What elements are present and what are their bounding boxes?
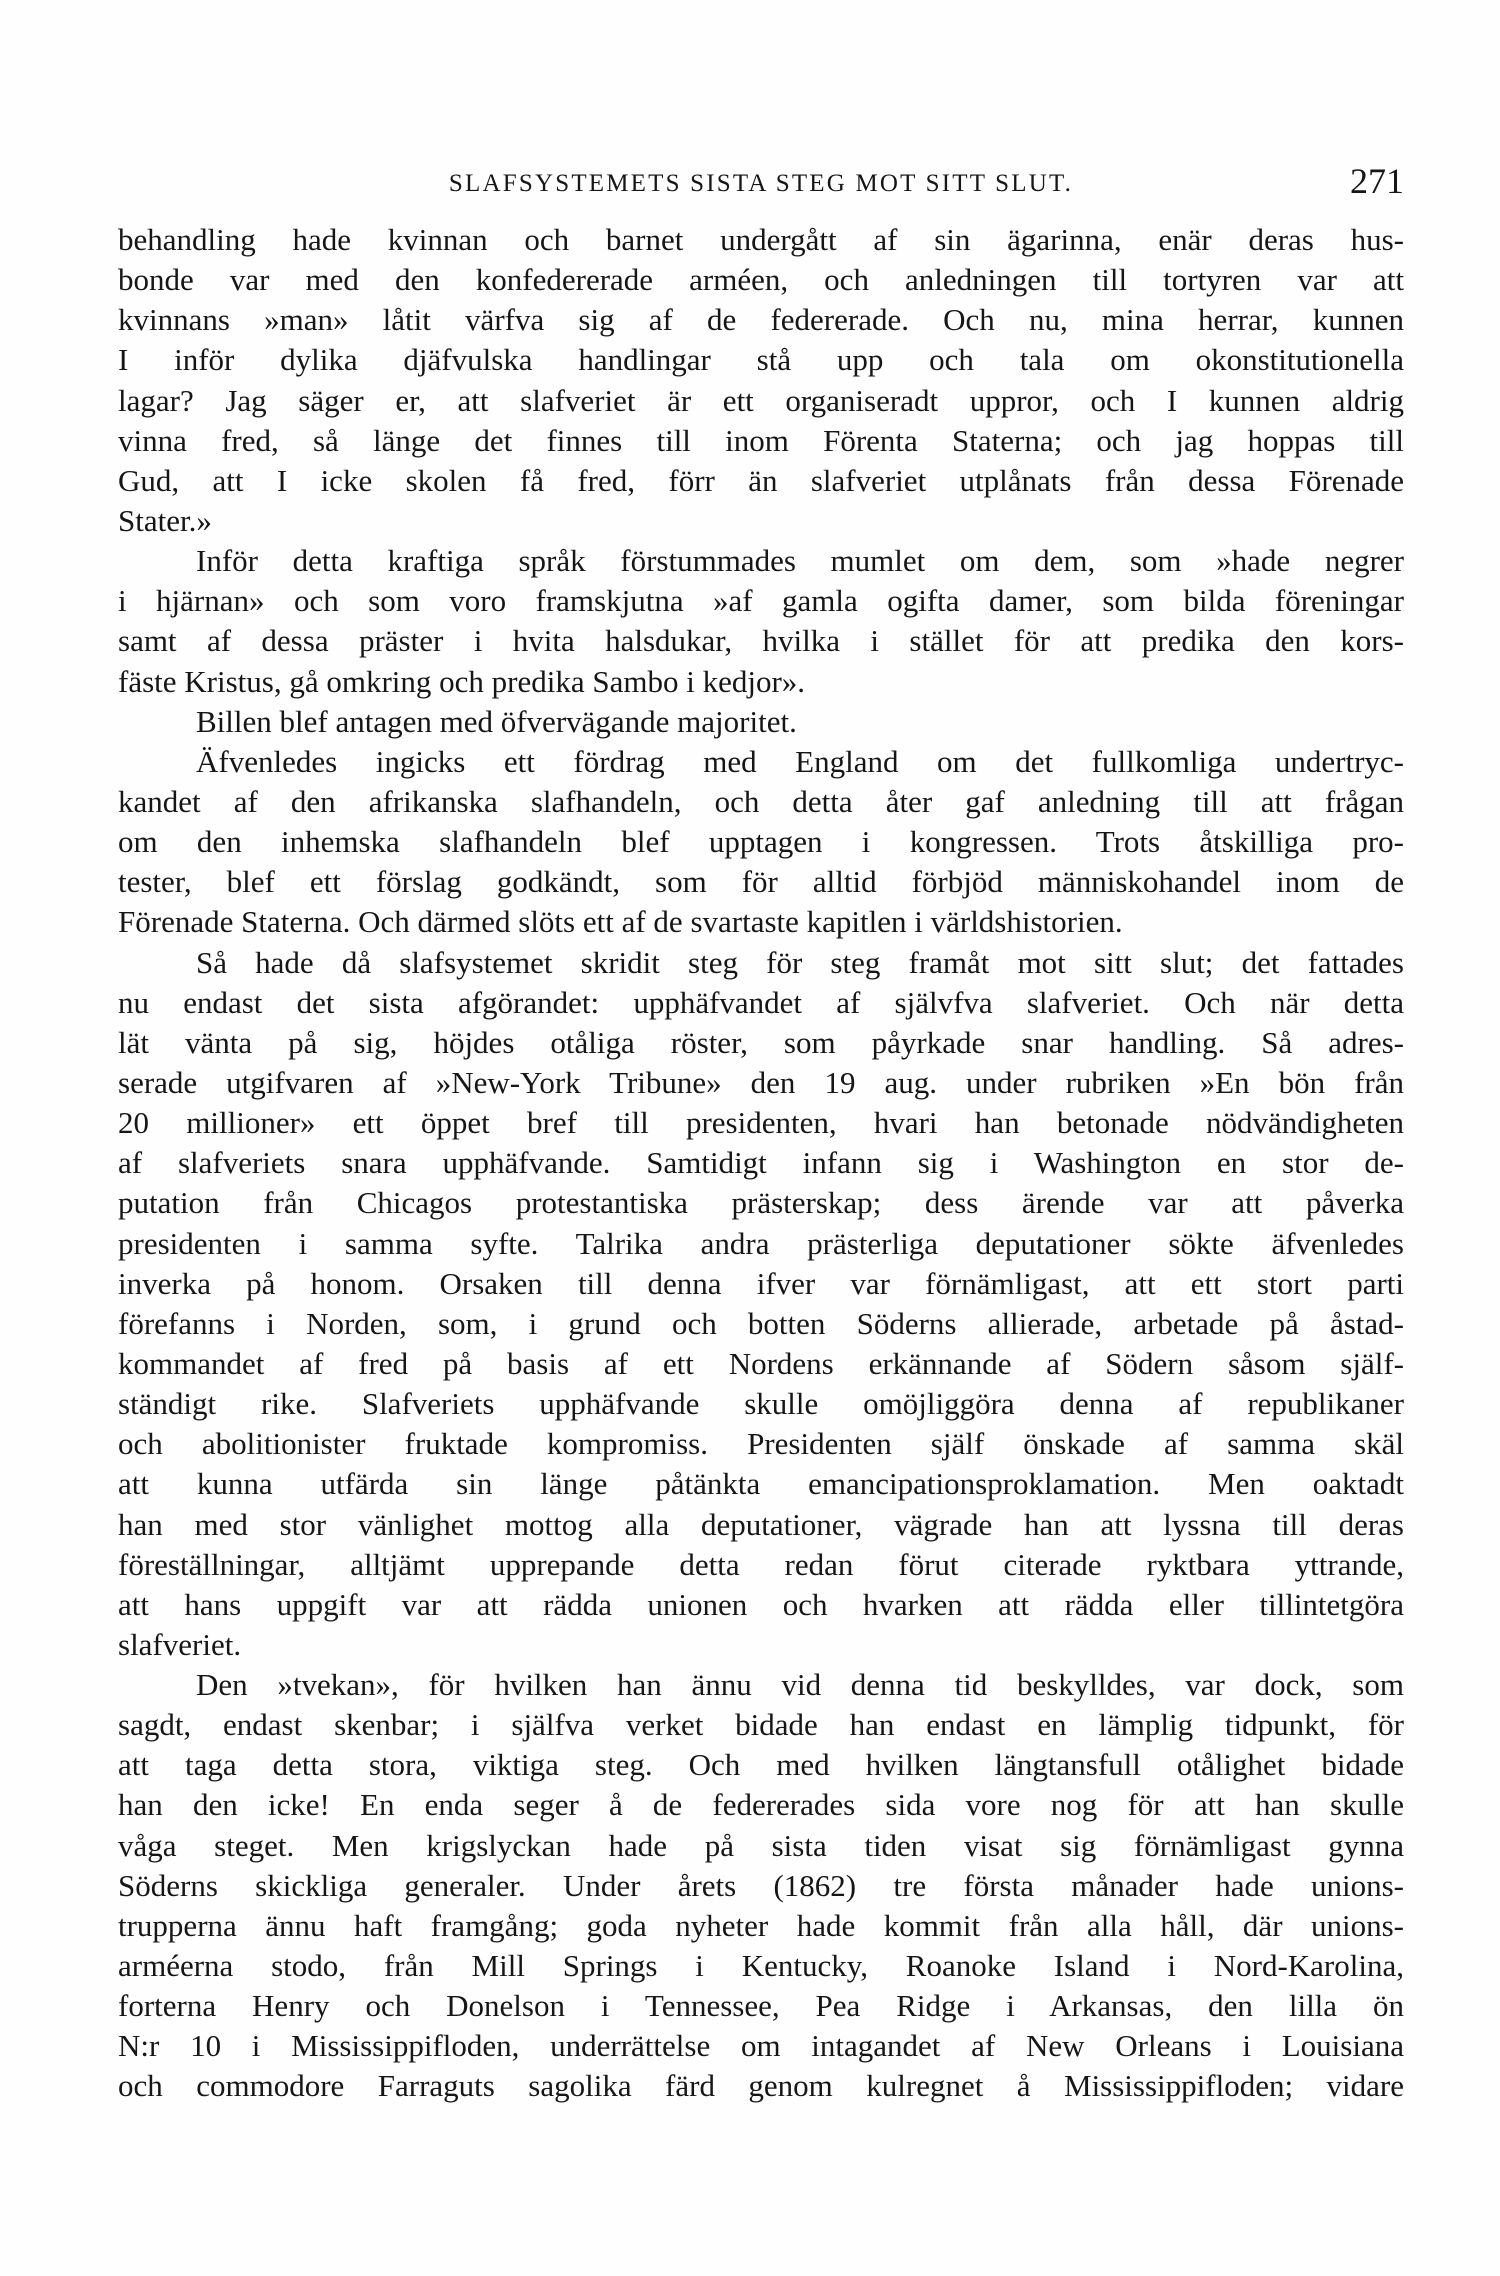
running-title: SLAFSYSTEMETS SISTA STEG MOT SITT SLUT. [448, 170, 1074, 197]
text-line: behandling hade kvinnan och barnet undergått af sin ägarinna, enär deras hus- [118, 222, 1404, 257]
text-line: kandet af den afrikanska slafhandeln, och detta åter gaf anledning till att frågan [118, 783, 1404, 819]
text-line: Inför detta kraftiga språk förstummades mumlet om dem, som »hade negrer [196, 543, 1404, 579]
text-line: bonde var med den konfedererade arméen, och anledningen till tortyren var att [118, 262, 1404, 298]
text-line: Den »tvekan», för hvilken han ännu vid denna tid beskylldes, var dock, som [196, 1667, 1404, 1703]
text-line: kommandet af fred på basis af ett Nordens erkännande af Södern såsom själf- [118, 1345, 1404, 1381]
text-line: tester, blef ett förslag godkändt, som för alltid förbjöd människohandel inom de [118, 864, 1404, 900]
text-line: att hans uppgift var att rädda unionen och hvarken att rädda eller tillintetgöra [118, 1586, 1404, 1622]
text-line: slafveriet. [118, 1626, 242, 1662]
text-line: att taga detta stora, viktiga steg. Och med hvilken längtansfull otålighet bidade [118, 1747, 1404, 1783]
body-text [118, 220, 1404, 2107]
text-line: N:r 10 i Mississippifloden, underrättelse om intagandet af New Orleans i Louisiana [118, 2028, 1404, 2064]
text-line: ständigt rike. Slafveriets upphäfvande skulle omöjliggöra denna af republikaner [118, 1386, 1404, 1422]
text-line: fäste Kristus, gå omkring och predika Sambo i kedjor». [118, 663, 806, 699]
text-line: Förenade Staterna. Och därmed slöts ett af de svartaste kapitlen i världshistorien. [118, 904, 1123, 940]
text-line: Äfvenledes ingicks ett fördrag med England om det fullkomliga undertryc- [196, 743, 1404, 779]
text-line: sagdt, endast skenbar; i själfva verket bidade han endast en lämplig tidpunkt, för [118, 1707, 1404, 1743]
text-line: nu endast det sista afgörandet: upphäfvandet af självfva slafveriet. Och när detta [118, 984, 1404, 1020]
text-line: af slafveriets snara upphäfvande. Samtidigt infann sig i Washington en stor de- [118, 1145, 1404, 1181]
text-line: våga steget. Men krigslyckan hade på sista tiden visat sig förnämligast gynna [118, 1827, 1404, 1863]
page-number: 271 [1350, 161, 1404, 201]
text-line: samt af dessa präster i hvita halsdukar, hvilka i stället för att predika den kors- [118, 623, 1404, 659]
text-line: Billen blef antagen med öfvervägande majoritet. [196, 703, 797, 739]
text-line: att kunna utfärda sin länge påtänkta emancipationsproklamation. Men oaktadt [118, 1466, 1404, 1502]
text-line: Så hade då slafsystemet skridit steg för steg framåt mot sitt slut; det fattades [196, 944, 1404, 980]
text-line: kvinnans »man» låtit värfva sig af de federerade. Och nu, mina herrar, kunnen [118, 302, 1404, 338]
text-line: lagar? Jag säger er, att slafveriet är ett organiseradt uppror, och I kunnen aldrig [118, 382, 1404, 418]
page-header [118, 160, 1404, 210]
text-line: I inför dylika djäfvulska handlingar stå upp och tala om okonstitutionella [118, 342, 1404, 378]
text-line: i hjärnan» och som voro framskjutna »af gamla ogifta damer, som bilda föreningar [118, 583, 1404, 619]
text-line: serade utgifvaren af »New-York Tribune» den 19 aug. under rubriken »En bön från [118, 1064, 1404, 1100]
text-line: Söderns skickliga generaler. Under årets (1862) tre första månader hade unions- [118, 1867, 1404, 1903]
text-line: lät vänta på sig, höjdes otåliga röster, som påyrkade snar handling. Så adres- [118, 1024, 1404, 1060]
text-line: och abolitionister fruktade kompromiss. Presidenten själf önskade af samma skäl [118, 1426, 1404, 1462]
text-line: om den inhemska slafhandeln blef upptagen i kongressen. Trots åtskilliga pro- [118, 824, 1404, 860]
text-line: han med stor vänlighet mottog alla deputationer, vägrade han att lyssna till deras [118, 1506, 1404, 1542]
text-line: forterna Henry och Donelson i Tennessee, Pea Ridge i Arkansas, den lilla ön [118, 1988, 1404, 2024]
text-line: vinna fred, så länge det finnes till inom Förenta Staterna; och jag hoppas till [118, 422, 1404, 458]
text-line: trupperna ännu haft framgång; goda nyheter hade kommit från alla håll, där unions- [118, 1907, 1404, 1943]
text-line: förefanns i Norden, som, i grund och botten Söderns allierade, arbetade på åstad- [118, 1305, 1404, 1341]
text-line: och commodore Farraguts sagolika färd genom kulregnet å Mississippifloden; vidare [118, 2068, 1404, 2104]
text-line: arméerna stodo, från Mill Springs i Kentucky, Roanoke Island i Nord-Karolina, [118, 1948, 1404, 1984]
text-line: putation från Chicagos protestantiska prästerskap; dess ärende var att påverka [118, 1185, 1404, 1221]
text-line: 20 millioner» ett öppet bref till presidenten, hvari han betonade nödvändigheten [118, 1105, 1404, 1141]
text-line: han den icke! En enda seger å de federerades sida vore nog för att han skulle [118, 1787, 1404, 1823]
text-line: inverka på honom. Orsaken till denna ifver var förnämligast, att ett stort parti [118, 1265, 1404, 1301]
text-line: Gud, att I icke skolen få fred, förr än slafveriet utplånats från dessa Förenade [118, 462, 1404, 498]
text-line: föreställningar, alltjämt upprepande detta redan förut citerade ryktbara yttrande, [118, 1546, 1404, 1582]
text-line: presidenten i samma syfte. Talrika andra prästerliga deputationer sökte äfvenledes [118, 1225, 1404, 1261]
text-line: Stater.» [118, 502, 212, 538]
